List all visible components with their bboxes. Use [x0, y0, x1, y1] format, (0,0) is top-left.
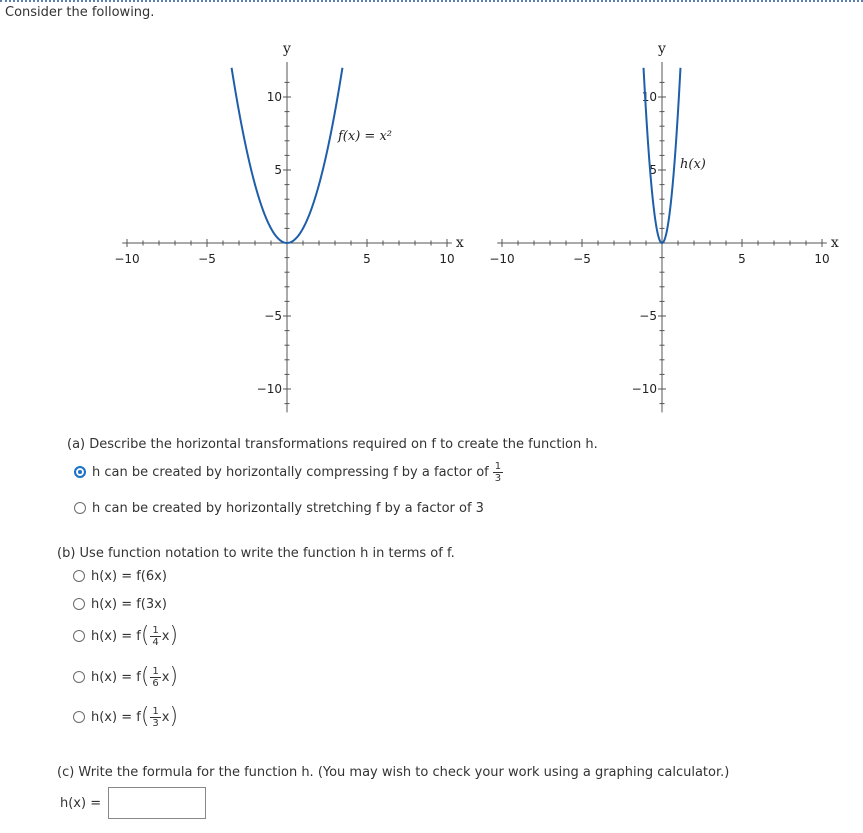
- radio-icon[interactable]: [73, 711, 85, 723]
- option-prefix: h(x) = f: [91, 709, 141, 725]
- y-axis-label: y: [283, 41, 291, 57]
- x-tick-label: 5: [363, 252, 371, 266]
- part-c-question: (c) Write the formula for the function h. (You may wish to check your work using a graphing calculator.): [57, 765, 730, 780]
- y-tick-label: −5: [639, 309, 657, 323]
- x-tick-label: −5: [198, 252, 216, 266]
- fraction-denominator: 4: [152, 636, 159, 648]
- fraction: [493, 461, 503, 484]
- option-suffix: x: [161, 709, 170, 725]
- x-tick-label: 5: [738, 252, 746, 266]
- function-label: f(x) = x²: [338, 129, 392, 144]
- fraction-numerator: 1: [152, 705, 159, 717]
- y-tick-label: 5: [274, 163, 282, 177]
- y-tick-label: −5: [264, 309, 282, 323]
- answer-label: h(x) =: [60, 796, 102, 811]
- x-tick-label: 10: [814, 252, 830, 266]
- x-axis-label: x: [455, 235, 464, 251]
- radio-icon[interactable]: [74, 502, 86, 514]
- part-b-option-2[interactable]: [73, 593, 167, 615]
- radio-icon[interactable]: [73, 671, 85, 683]
- x-tick-label: 10: [439, 252, 455, 266]
- fraction-denominator: 3: [494, 472, 502, 484]
- fraction: [150, 625, 160, 648]
- radio-selected-icon[interactable]: [74, 466, 86, 478]
- part-b-question: (b) Use function notation to write the function h in terms of f.: [57, 546, 455, 561]
- y-tick-label: −10: [256, 382, 282, 396]
- part-a-option-1[interactable]: [74, 461, 504, 483]
- function-label: h(x): [680, 157, 706, 172]
- fraction-numerator: 1: [152, 665, 159, 677]
- part-a-option-2-text: h can be created by horizontally stretching f by a factor of 3: [92, 500, 484, 516]
- page-title: Consider the following.: [5, 5, 155, 20]
- y-tick-label: −10: [631, 382, 657, 396]
- option-suffix: x: [161, 628, 170, 644]
- fraction: [150, 706, 160, 729]
- top-divider: [0, 0, 863, 2]
- fraction-numerator: 1: [152, 624, 159, 636]
- part-b-option-3[interactable]: h(x) = f ( $\frac{1}{4}$ x ): [73, 625, 178, 647]
- y-tick-label: 10: [266, 90, 282, 104]
- fraction-denominator: 6: [152, 677, 159, 689]
- fraction: [150, 666, 160, 689]
- option-prefix: h(x) = f: [91, 669, 141, 685]
- part-b-option-2-text: h(x) = f(3x): [91, 596, 167, 612]
- y-tick-label: 10: [641, 90, 657, 104]
- graph-f: [110, 35, 470, 425]
- part-b-option-1[interactable]: [73, 565, 167, 587]
- x-axis-label: x: [830, 235, 839, 251]
- part-b-option-5[interactable]: h(x) = f ( $\frac{1}{3}$ x ): [73, 706, 178, 728]
- fraction-denominator: 3: [152, 717, 159, 729]
- y-tick-label: 5: [649, 163, 657, 177]
- x-tick-label: −10: [114, 252, 140, 266]
- y-axis-label: y: [658, 41, 666, 57]
- answer-input[interactable]: [108, 787, 206, 819]
- part-b-option-4[interactable]: h(x) = f ( $\frac{1}{6}$ x ): [73, 666, 178, 688]
- option-suffix: x: [161, 669, 170, 685]
- graph-h: [485, 35, 845, 425]
- part-a-question: (a) Describe the horizontal transformations required on f to create the function h.: [67, 437, 598, 452]
- radio-icon[interactable]: [73, 630, 85, 642]
- part-a-option-2[interactable]: [74, 497, 484, 519]
- radio-icon[interactable]: [73, 598, 85, 610]
- option-prefix: h(x) = f: [91, 628, 141, 644]
- radio-icon[interactable]: [73, 570, 85, 582]
- x-tick-label: −5: [573, 252, 591, 266]
- fraction-numerator: 1: [494, 460, 502, 472]
- part-b-option-1-text: h(x) = f(6x): [91, 568, 167, 584]
- part-a-option-1-text: h can be created by horizontally compressing f by a factor of: [92, 464, 489, 480]
- x-tick-label: −10: [489, 252, 515, 266]
